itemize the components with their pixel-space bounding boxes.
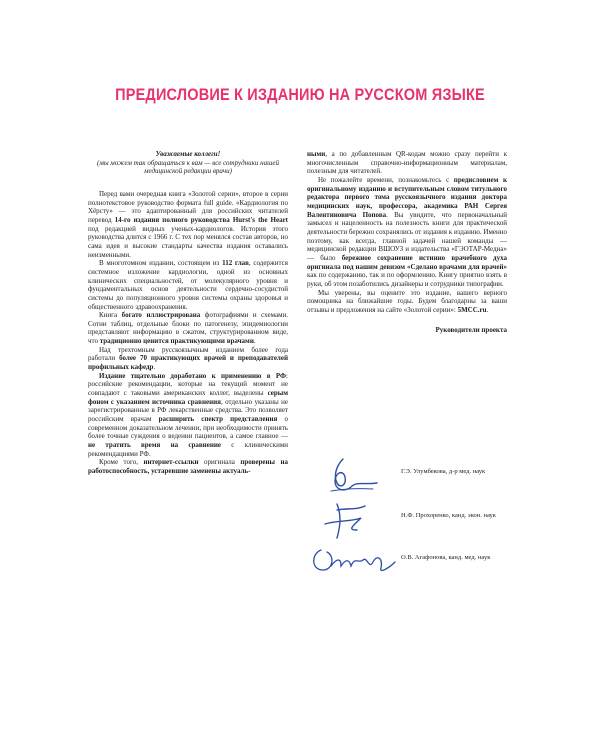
body-text: Кроме того, — [99, 458, 144, 467]
emphasis-text: предисловием к оригинальному изданию и вступительным словом титульного редактора первого тома русскоязычного издания доктора медицинских наук, профессора, академика РАН Сергея Валентиновича Попова — [307, 175, 507, 219]
left-column-paragraph-4 — [88, 346, 288, 372]
signature-3-name: О.В. Агафонова, канд. мед. наук — [401, 554, 491, 561]
body-text: с клиническими рекомендациями РФ. — [88, 441, 288, 458]
body-text: : российские рекомендации, которые на текущий момент не совпадают с таковыми американских коллег, выделены — [88, 371, 288, 398]
body-text: Над трехтомным русскоязычным изданием более года работали — [88, 345, 288, 363]
emphasis-text: бережное сохранение истинно врачебного духа оригинала под нашим девизом «Сделано врачами для врачей» — [307, 253, 508, 271]
body-text: Не пожалейте времени, познакомьтесь с — [318, 175, 454, 184]
body-text: Мы уверены, вы оцените это издание, вашего верного помощника на ближайшие годы. Будем благодарны за ваши отзывы и предложения на сайте «Золотой серии»: — [307, 288, 507, 314]
emphasis-text: 14-го издания полного руководства Hurst's the Heart — [114, 215, 289, 224]
greeting-subtitle: (мы можем так обращаться к вам — все сотрудники нашей медицинской редакции врачи) — [97, 158, 279, 176]
signature-row-3 — [307, 540, 537, 580]
left-column-paragraph-5 — [88, 372, 288, 459]
body-text: как по содержанию, так и по оформлению. Книгу приятно взять в руки, об этом позаботились дизайнеры и сотрудники типографии. — [307, 271, 507, 288]
left-column-paragraph-6 — [88, 458, 288, 475]
left-column-paragraph-3 — [88, 311, 288, 346]
body-text: , содержится системное изложение кардиологии, одной из основных клинических специальностей, от молекулярного уровня и фундаментальных основ деятельности сердечно-сосудистой системы до популяционного уровня системы охраны здоровья и общественного здравоохранения. — [88, 259, 288, 311]
emphasis-text: традиционно ценится практикующими врачами — [99, 337, 254, 346]
page-title: ПРЕДИСЛОВИЕ К ИЗДАНИЮ НА РУССКОМ ЯЗЫКЕ — [115, 86, 485, 104]
body-text: . — [153, 363, 156, 372]
body-text: . — [486, 305, 489, 314]
signature-2-name: Н.Ф. Прохоренко, канд. экон. наук — [401, 512, 496, 519]
body-text: , а по добавленным QR-кодам можно сразу перейти к многочисленным справочно-информационным материалам, полезным для читателей. — [307, 150, 507, 176]
emphasis-text: ными — [307, 150, 326, 158]
body-text: о современном доказательном лечении, при необходимости принять более точные суждения о ведении пациентов, а самое главное — — [88, 415, 288, 441]
emphasis-text: Издание тщательно доработано к применению в РФ — [99, 371, 287, 380]
emphasis-text: богато иллюстрирована — [121, 311, 201, 320]
project-heads-label: Руководители проекта — [435, 326, 507, 335]
left-column — [88, 150, 288, 476]
left-column-paragraph-2 — [88, 259, 288, 311]
signature-1-name: Г.Э. Улумбекова, д-р мед. наук — [401, 468, 486, 475]
emphasis-text: проверены на работоспособность, устаревшие заменены актуаль- — [88, 458, 288, 475]
right-column — [307, 150, 507, 335]
greeting-title: Уважаемые коллеги! — [155, 150, 221, 158]
signature-row-1 — [307, 455, 537, 495]
signature-3-image — [307, 540, 403, 580]
body-text: под редакцией видных ученых-кардиологов. История этого руководства длится с 1966 г. С тех пор менялся состав авторов, но сама идея и высокие стандарты качества издания оставались неизменными. — [88, 224, 288, 259]
signature-2-image — [307, 500, 397, 542]
emphasis-text: интернет-ссылки — [143, 458, 199, 467]
right-column-paragraph-1 — [307, 150, 507, 176]
right-column-paragraph-2 — [307, 176, 507, 289]
emphasis-text: более 70 практикующих врачей и преподавателей профильных кафедр — [88, 354, 288, 372]
spacer — [88, 176, 288, 190]
emphasis-text: серым фоном с указанием источника сравнения — [88, 389, 288, 406]
emphasis-text: 5MCC.ru — [457, 305, 487, 314]
body-text: В многотомном издании, состоящем из — [99, 259, 223, 268]
right-paragraphs — [307, 150, 507, 314]
right-column-paragraph-3 — [307, 289, 507, 315]
body-text: . — [253, 337, 256, 346]
left-paragraphs — [88, 190, 288, 476]
body-text: , отдельно указаны не зарегистрированные в РФ лекарственные средства. Это позволяет российским врачам — [88, 397, 288, 424]
signature-1-image — [307, 455, 397, 497]
body-text: Перед вами очередная книга «Золотой серии», второе в серии полнотекстовое руководство формата full guide. «Кардиология по Хёрсту» — это адаптированный для российских читателей перевод — [88, 189, 288, 224]
body-text: . Вы увидите, что первоначальный замысел и нацеленность на полезность книги для практической деятельности бережно сохранялись от издания к изданию. Именно поэтому, как всегда, главной задачей нашей команды — медицинской редакции ВШОУЗ и издательства «ГЭОТАР-Медиа» — было — [307, 210, 507, 262]
emphasis-text: не тратить время на сравнение — [88, 441, 221, 449]
left-column-paragraph-1 — [88, 190, 288, 259]
body-text: фотографиями и схемами. Сотни таблиц, отдельные блоки по патогенезу, эпидемиологии представляют информацию в сжатом, структурированном виде, что — [88, 311, 289, 346]
emphasis-text: расширить спектр представления — [158, 415, 278, 424]
signature-row-2 — [307, 500, 537, 540]
body-text: оригинала — [198, 458, 241, 467]
emphasis-text: 112 глав — [222, 259, 249, 268]
body-text: Книга — [99, 311, 122, 320]
